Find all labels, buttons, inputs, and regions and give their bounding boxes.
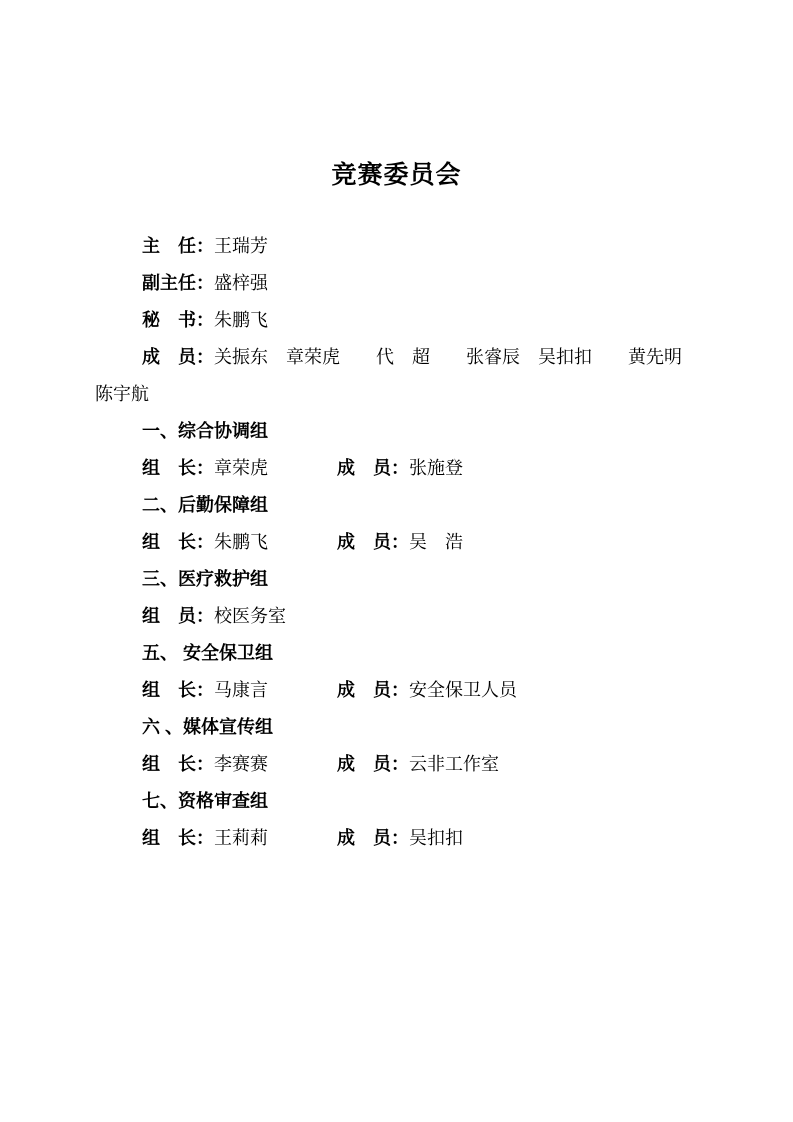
group-heading-4: 五、 安全保卫组: [142, 643, 274, 663]
group-leader-6: [142, 820, 337, 857]
group-leader-4: [142, 672, 337, 709]
group-leader-2: [142, 524, 337, 561]
group-leader-3: [142, 598, 337, 635]
group-leader-label-4: 组 长：: [142, 680, 214, 700]
officer-value-deputy-director: 盛梓强: [214, 273, 268, 293]
group-member-value-1: 张施登: [409, 458, 463, 478]
group-member-label-6: 成 员：: [337, 828, 409, 848]
group-member-1: [337, 458, 463, 478]
document-body: [0, 228, 793, 857]
group-leader-value-4: 马康言: [214, 680, 268, 700]
group-leader-label-6: 组 长：: [142, 828, 214, 848]
group-row-3: [95, 598, 723, 635]
group-leader-value-1: 章荣虎: [214, 458, 268, 478]
officer-value-director: 王瑞芳: [214, 236, 268, 256]
group-leader-value-3: 校医务室: [214, 606, 286, 626]
group-leader-1: [142, 450, 337, 487]
group-leader-label-2: 组 长：: [142, 532, 214, 552]
group-member-label-1: 成 员：: [337, 458, 409, 478]
officer-row-deputy-director: [95, 265, 723, 302]
group-member-label-5: 成 员：: [337, 754, 409, 774]
members-label: 成 员：: [142, 347, 214, 367]
group-member-6: [337, 828, 463, 848]
group-leader-5: [142, 746, 337, 783]
group-heading-5: 六 、媒体宣传组: [142, 717, 274, 737]
group-row-2: [95, 524, 723, 561]
officer-row-director: [95, 228, 723, 265]
page-title: 竞赛委员会: [331, 161, 462, 189]
group-leader-value-2: 朱鹏飞: [214, 532, 268, 552]
group-member-5: [337, 754, 499, 774]
group-member-label-4: 成 员：: [337, 680, 409, 700]
group-leader-label-3: 组 员：: [142, 606, 214, 626]
group-member-value-5: 云非工作室: [409, 754, 499, 774]
members-value: 关振东 章荣虎 代 超 张睿辰 吴扣扣 黄先明: [214, 347, 682, 367]
group-row-6: [95, 820, 723, 857]
group-row-5: [95, 746, 723, 783]
officer-row-secretary: [95, 302, 723, 339]
group-leader-value-5: 李赛赛: [214, 754, 268, 774]
group-leader-label-5: 组 长：: [142, 754, 214, 774]
group-member-value-2: 吴 浩: [409, 532, 463, 552]
group-member-4: [337, 680, 517, 700]
group-heading-1: 一、综合协调组: [142, 421, 268, 441]
officer-label-secretary: 秘 书：: [142, 310, 214, 330]
members-row-continuation: [95, 376, 723, 413]
group-member-value-6: 吴扣扣: [409, 828, 463, 848]
group-member-2: [337, 532, 463, 552]
group-member-label-2: 成 员：: [337, 532, 409, 552]
members-row: [95, 339, 723, 376]
group-leader-label-1: 组 长：: [142, 458, 214, 478]
group-heading-2: 二、后勤保障组: [142, 495, 268, 515]
group-leader-value-6: 王莉莉: [214, 828, 268, 848]
members-value-continuation: 陈宇航: [95, 384, 149, 404]
group-row-1: [95, 450, 723, 487]
officer-label-deputy-director: 副主任：: [142, 273, 214, 293]
group-heading-3: 三、医疗救护组: [142, 569, 268, 589]
group-member-value-4: 安全保卫人员: [409, 680, 517, 700]
officer-label-director: 主 任：: [142, 236, 214, 256]
group-row-4: [95, 672, 723, 709]
group-heading-6: 七、资格审查组: [142, 791, 268, 811]
officer-value-secretary: 朱鹏飞: [214, 310, 268, 330]
